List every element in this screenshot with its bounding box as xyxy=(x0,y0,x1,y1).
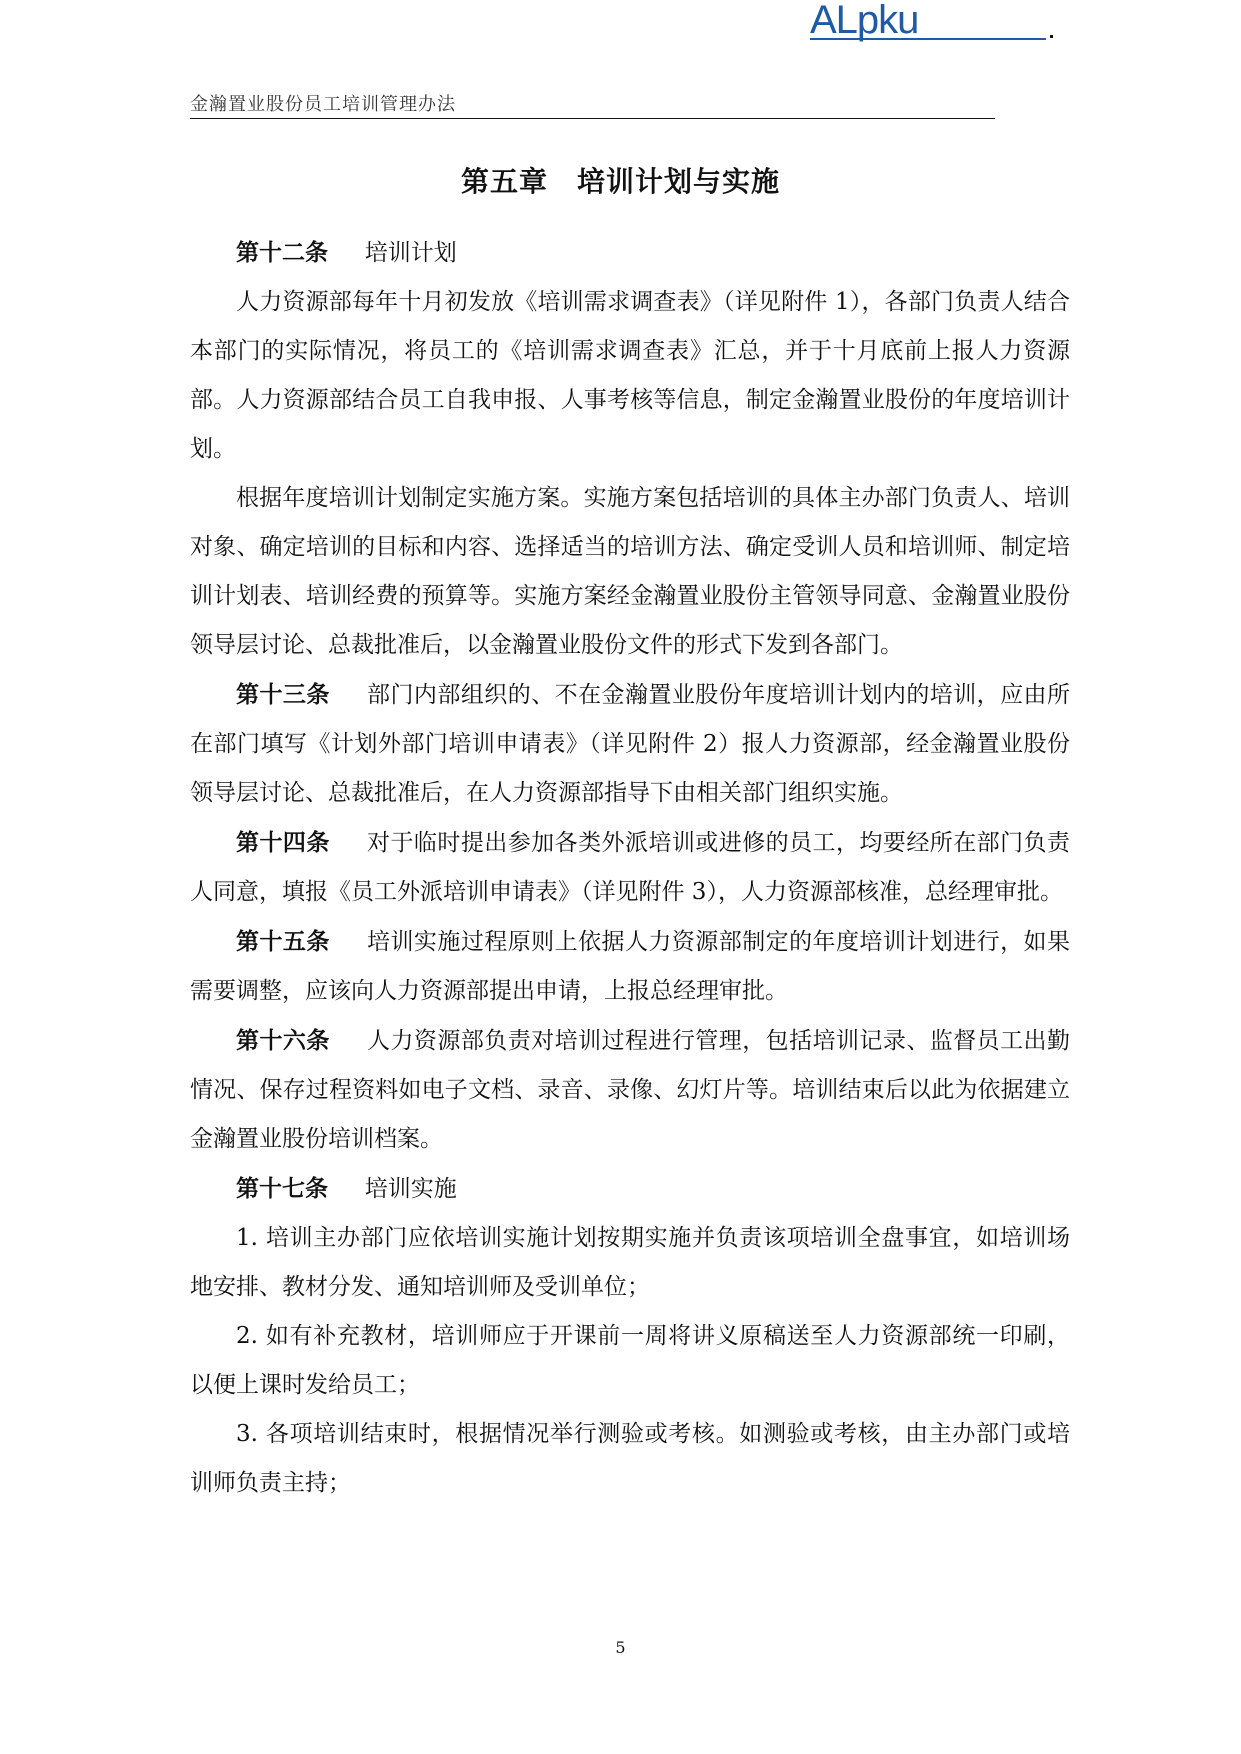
article-number: 第十五条 xyxy=(236,928,330,955)
logo-dot xyxy=(1050,35,1053,38)
article-13 xyxy=(190,670,1070,818)
article-15 xyxy=(190,917,1070,1016)
header-rule xyxy=(190,118,995,119)
list-item: 3. 各项培训结束时，根据情况举行测验或考核。如测验或考核，由主办部门或培训师负责主持； xyxy=(190,1421,1070,1496)
article-number: 第十三条 xyxy=(236,681,330,708)
article-text: 对于临时提出参加各类外派培训或进修的员工，均要经所在部门负责人同意，填报《员工外派培训申请表》（详见附件 3），人力资源部核准，总经理审批。 xyxy=(190,830,1071,905)
paragraph: 人力资源部每年十月初发放《培训需求调查表》（详见附件 1），各部门负责人结合本部门的实际情况，将员工的《培训需求调查表》汇总，并于十月底前上报人力资源部。人力资源部结合员工自我申报、人事考核等信息，制定金瀚置业股份的年度培训计划。 xyxy=(190,289,1070,462)
article-14 xyxy=(190,818,1070,917)
article-number: 第十六条 xyxy=(236,1027,330,1054)
company-logo: ALpku xyxy=(810,0,919,42)
article-number: 第十二条 xyxy=(236,239,328,266)
page-header xyxy=(190,80,1060,124)
article-text: 培训实施 xyxy=(364,1176,457,1202)
article-number: 第十七条 xyxy=(236,1175,328,1202)
paragraph: 根据年度培训计划制定实施方案。实施方案包括培训的具体主办部门负责人、培训对象、确定培训的目标和内容、选择适当的培训方法、确定受训人员和培训师、制定培训计划表、培训经费的预算等。实施方案经金瀚置业股份主管领导同意、金瀚置业股份领导层讨论、总裁批准后，以金瀚置业股份文件的形式下发到各部门。 xyxy=(190,485,1070,658)
article-text: 人力资源部负责对培训过程进行管理，包括培训记录、监督员工出勤情况、保存过程资料如电子文档、录音、录像、幻灯片等。培训结束后以此为依据建立金瀚置业股份培训档案。 xyxy=(190,1028,1071,1152)
chapter-title: 第五章 培训计划与实施 xyxy=(460,165,780,198)
article-text: 培训实施过程原则上依据人力资源部制定的年度培训计划进行，如果需要调整，应该向人力资源部提出申请，上报总经理审批。 xyxy=(190,929,1071,1004)
article-16 xyxy=(190,1016,1070,1164)
article-text: 部门内部组织的、不在金瀚置业股份年度培训计划内的培训，应由所在部门填写《计划外部门培训申请表》（详见附件 2）报人力资源部，经金瀚置业股份领导层讨论、总裁批准后，在人力资源部指导下由相关部门组织实施。 xyxy=(190,682,1071,806)
logo-underline xyxy=(810,38,1046,40)
list-item: 1. 培训主办部门应依培训实施计划按期实施并负责该项培训全盘事宜，如培训场地安排、教材分发、通知培训师及受训单位； xyxy=(190,1225,1070,1300)
article-17-heading xyxy=(190,1164,1070,1214)
article-12-heading xyxy=(190,228,1070,278)
article-number: 第十四条 xyxy=(236,829,330,856)
article-text: 培训计划 xyxy=(364,240,457,266)
page-number: 5 xyxy=(615,1638,626,1657)
list-item: 2. 如有补充教材，培训师应于开课前一周将讲义原稿送至人力资源部统一印刷，以便上课时发给员工； xyxy=(190,1323,1070,1398)
document-body xyxy=(190,228,1070,1508)
header-title: 金瀚置业股份员工培训管理办法 xyxy=(190,94,456,115)
